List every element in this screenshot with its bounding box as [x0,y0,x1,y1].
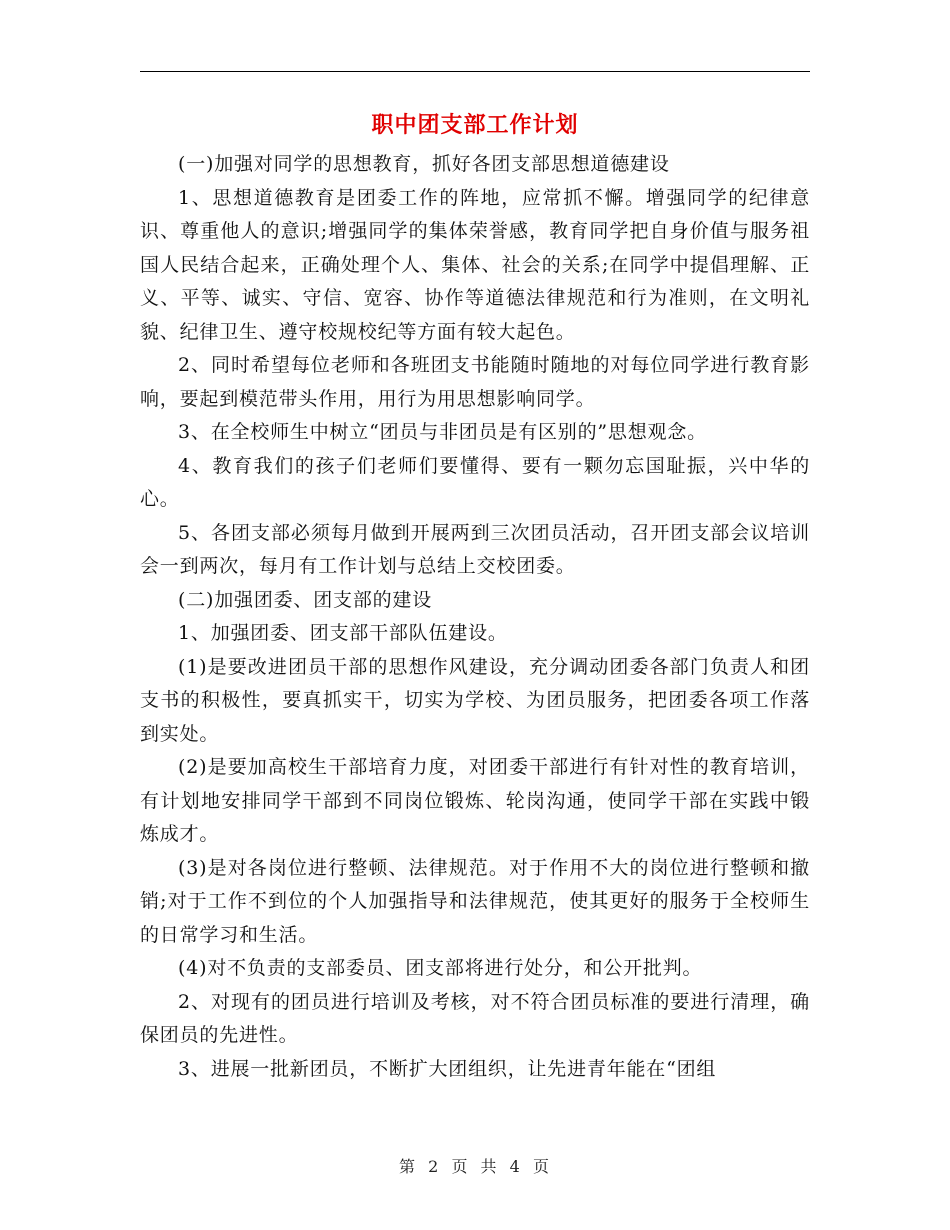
section-heading: (一)加强对同学的思想教育，抓好各团支部思想道德建设 [178,153,670,175]
footer-total-prefix: 共 [480,1157,499,1176]
footer-total-unit: 页 [532,1157,551,1176]
paragraph: (2)是要加高校生干部培育力度，对团委干部进行有针对性的教育培训，有计划地安排同学干部到不同岗位锻炼、轮岗沟通，使同学干部在实践中锻炼成才。 [140,756,810,845]
paragraph: 2、对现有的团员进行培训及考核，对不符合团员标准的要进行清理，确保团员的先进性。 [140,990,810,1046]
document-body [140,148,810,1086]
paragraph: 1、思想道德教育是团委工作的阵地，应常抓不懈。增强同学的纪律意识、尊重他人的意识;增强同学的集体荣誉感，教育同学把自身价值与服务祖国人民结合起来，正确处理个人、集体、社会的关系;在同学中提倡理解、正义、平等、诚实、守信、宽容、协作等道德法律规范和行为准则，在文明礼貌、纪律卫生、遵守校规校纪等方面有较大起色。 [140,186,810,343]
paragraph: 3、进展一批新团员，不断扩大团组织，让先进青年能在“团组 [178,1057,717,1080]
paragraph: (1)是要改进团员干部的思想作风建设，充分调动团委各部门负责人和团支书的积极性，要真抓实干，切实为学校、为团员服务，把团委各项工作落到实处。 [140,655,810,745]
paragraph: 2、同时希望每位老师和各班团支书能随时随地的对每位同学进行教育影响，要起到模范带头作用，用行为用思想影响同学。 [140,354,810,410]
section-heading: (二)加强团委、团支部的建设 [178,588,433,611]
paragraph: 1、加强团委、团支部干部队伍建设。 [178,622,508,644]
paragraph: 4、教育我们的孩子们老师们要懂得、要有一颗勿忘国耻振，兴中华的心。 [140,454,810,510]
footer-page-unit: 页 [451,1157,470,1176]
paragraph: 3、在全校师生中树立“团员与非团员是有区别的”思想观念。 [178,421,707,443]
header-rule [140,71,810,72]
page-footer [0,1154,950,1177]
footer-total-pages: 4 [509,1157,522,1176]
paragraph: 5、各团支部必须每月做到开展两到三次团员活动，召开团支部会议培训会一到两次，每月有工作计划与总结上交校团委。 [140,521,810,577]
document-title: 职中团支部工作计划 [371,113,579,138]
paragraph: (3)是对各岗位进行整顿、法律规范。对于作用不大的岗位进行整顿和撤销;对于工作不到位的个人加强指导和法律规范，使其更好的服务于全校师生的日常学习和生活。 [140,856,810,946]
footer-current-page: 2 [428,1157,441,1176]
footer-prefix: 第 [399,1157,418,1176]
paragraph: (4)对不负责的支部委员、团支部将进行处分，和公开批判。 [178,957,703,979]
